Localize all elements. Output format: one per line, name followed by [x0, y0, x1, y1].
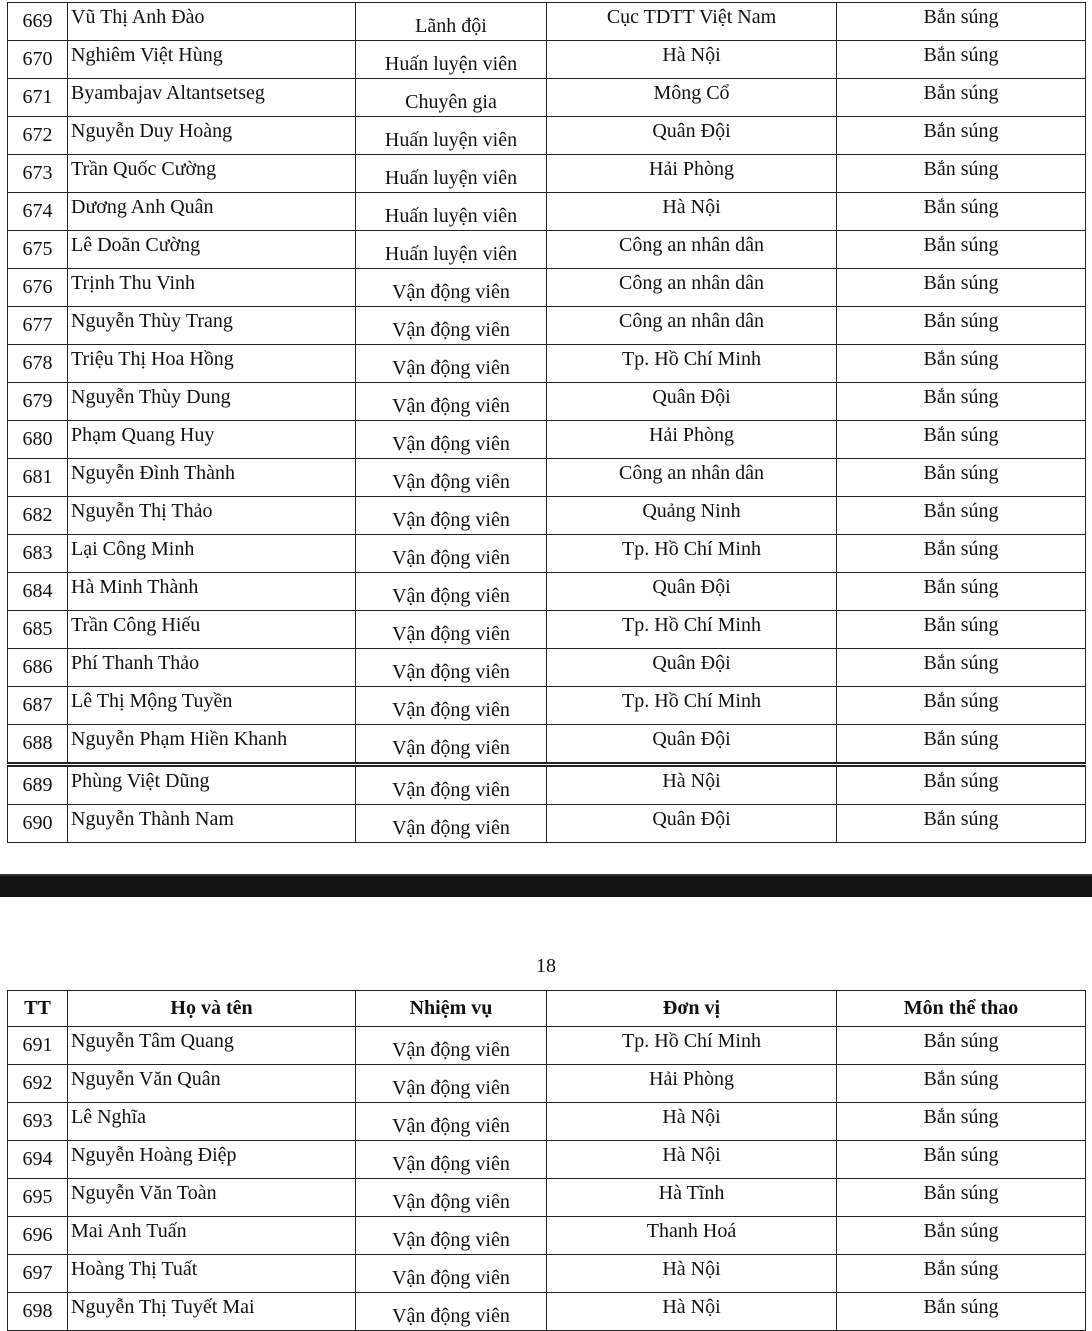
- cell-tt: 676: [8, 269, 68, 307]
- cell-role: Huấn luyện viên: [356, 231, 547, 269]
- cell-role: Vận động viên: [356, 573, 547, 611]
- cell-role: Vận động viên: [356, 805, 547, 843]
- cell-role: Huấn luyện viên: [356, 117, 547, 155]
- cell-role: Vận động viên: [356, 459, 547, 497]
- cell-sport: Bắn súng: [837, 1255, 1086, 1293]
- cell-sport: Bắn súng: [837, 1179, 1086, 1217]
- cell-sport: Bắn súng: [837, 573, 1086, 611]
- table-row: [8, 1027, 1086, 1065]
- cell-role: Vận động viên: [356, 1027, 547, 1065]
- cell-sport: Bắn súng: [837, 535, 1086, 573]
- cell-unit: Tp. Hồ Chí Minh: [547, 345, 837, 383]
- cell-role: Vận động viên: [356, 269, 547, 307]
- cell-tt: 674: [8, 193, 68, 231]
- cell-name: Triệu Thị Hoa Hồng: [68, 345, 356, 383]
- cell-role: Huấn luyện viên: [356, 41, 547, 79]
- header-name: Họ và tên: [68, 991, 356, 1027]
- cell-name: Nguyễn Thị Tuyết Mai: [68, 1293, 356, 1331]
- cell-name: Nguyễn Thùy Trang: [68, 307, 356, 345]
- cell-name: Lê Doãn Cường: [68, 231, 356, 269]
- cell-unit: Hà Nội: [547, 1255, 837, 1293]
- cell-sport: Bắn súng: [837, 231, 1086, 269]
- table-row: [8, 805, 1086, 843]
- cell-unit: Quân Đội: [547, 725, 837, 765]
- cell-role: Chuyên gia: [356, 79, 547, 117]
- table-row: [8, 573, 1086, 611]
- cell-tt: 687: [8, 687, 68, 725]
- cell-unit: Công an nhân dân: [547, 307, 837, 345]
- cell-tt: 688: [8, 725, 68, 765]
- cell-unit: Quảng Ninh: [547, 497, 837, 535]
- cell-role: Vận động viên: [356, 1179, 547, 1217]
- roster-table-top: [7, 2, 1086, 843]
- table-row: [8, 383, 1086, 421]
- header-unit: Đơn vị: [547, 991, 837, 1027]
- cell-tt: 673: [8, 155, 68, 193]
- cell-unit: Hà Nội: [547, 193, 837, 231]
- cell-name: Nguyễn Thị Thảo: [68, 497, 356, 535]
- cell-name: Lê Thị Mộng Tuyền: [68, 687, 356, 725]
- cell-role: Vận động viên: [356, 765, 547, 805]
- cell-unit: Hà Nội: [547, 765, 837, 805]
- cell-name: Nguyễn Thùy Dung: [68, 383, 356, 421]
- cell-name: Phí Thanh Thảo: [68, 649, 356, 687]
- cell-unit: Hà Nội: [547, 1293, 837, 1331]
- cell-sport: Bắn súng: [837, 805, 1086, 843]
- cell-unit: Hà Nội: [547, 1103, 837, 1141]
- cell-sport: Bắn súng: [837, 1293, 1086, 1331]
- cell-role: Vận động viên: [356, 1141, 547, 1179]
- header-role: Nhiệm vụ: [356, 991, 547, 1027]
- cell-unit: Công an nhân dân: [547, 231, 837, 269]
- table-row: [8, 611, 1086, 649]
- cell-name: Lê Nghĩa: [68, 1103, 356, 1141]
- cell-tt: 675: [8, 231, 68, 269]
- cell-unit: Công an nhân dân: [547, 269, 837, 307]
- table-row: [8, 459, 1086, 497]
- cell-name: Nguyễn Văn Quân: [68, 1065, 356, 1103]
- cell-role: Vận động viên: [356, 1103, 547, 1141]
- cell-name: Trịnh Thu Vinh: [68, 269, 356, 307]
- cell-unit: Tp. Hồ Chí Minh: [547, 535, 837, 573]
- cell-name: Hoàng Thị Tuất: [68, 1255, 356, 1293]
- table-row: [8, 1217, 1086, 1255]
- cell-sport: Bắn súng: [837, 117, 1086, 155]
- table-header-row: [8, 991, 1086, 1027]
- cell-tt: 679: [8, 383, 68, 421]
- cell-unit: Tp. Hồ Chí Minh: [547, 611, 837, 649]
- cell-name: Mai Anh Tuấn: [68, 1217, 356, 1255]
- cell-sport: Bắn súng: [837, 41, 1086, 79]
- cell-sport: Bắn súng: [837, 3, 1086, 41]
- table-row: [8, 725, 1086, 765]
- cell-role: Vận động viên: [356, 497, 547, 535]
- cell-role: Huấn luyện viên: [356, 193, 547, 231]
- table-row: [8, 117, 1086, 155]
- cell-tt: 689: [8, 765, 68, 805]
- cell-role: Vận động viên: [356, 1065, 547, 1103]
- cell-name: Nguyễn Đình Thành: [68, 459, 356, 497]
- cell-tt: 698: [8, 1293, 68, 1331]
- cell-sport: Bắn súng: [837, 383, 1086, 421]
- roster-table-bottom: [7, 990, 1086, 1331]
- cell-sport: Bắn súng: [837, 1065, 1086, 1103]
- cell-sport: Bắn súng: [837, 307, 1086, 345]
- cell-role: Vận động viên: [356, 649, 547, 687]
- table-row: [8, 765, 1086, 805]
- cell-tt: 671: [8, 79, 68, 117]
- cell-role: Vận động viên: [356, 1255, 547, 1293]
- cell-tt: 670: [8, 41, 68, 79]
- table-row: [8, 1065, 1086, 1103]
- cell-unit: Quân Đội: [547, 383, 837, 421]
- cell-sport: Bắn súng: [837, 193, 1086, 231]
- cell-role: Vận động viên: [356, 611, 547, 649]
- cell-unit: Hải Phòng: [547, 1065, 837, 1103]
- cell-name: Nghiêm Việt Hùng: [68, 41, 356, 79]
- cell-unit: Tp. Hồ Chí Minh: [547, 1027, 837, 1065]
- cell-tt: 697: [8, 1255, 68, 1293]
- table-row: [8, 687, 1086, 725]
- cell-name: Vũ Thị Anh Đào: [68, 3, 356, 41]
- cell-role: Vận động viên: [356, 687, 547, 725]
- cell-role: Vận động viên: [356, 1217, 547, 1255]
- cell-sport: Bắn súng: [837, 79, 1086, 117]
- cell-sport: Bắn súng: [837, 345, 1086, 383]
- cell-sport: Bắn súng: [837, 459, 1086, 497]
- table-row: [8, 1103, 1086, 1141]
- table-row: [8, 345, 1086, 383]
- cell-role: Vận động viên: [356, 725, 547, 765]
- cell-unit: Hà Nội: [547, 41, 837, 79]
- cell-unit: Thanh Hoá: [547, 1217, 837, 1255]
- cell-sport: Bắn súng: [837, 649, 1086, 687]
- cell-tt: 672: [8, 117, 68, 155]
- cell-name: Nguyễn Thành Nam: [68, 805, 356, 843]
- cell-role: Vận động viên: [356, 383, 547, 421]
- cell-unit: Hà Nội: [547, 1141, 837, 1179]
- cell-unit: Quân Đội: [547, 573, 837, 611]
- cell-name: Phùng Việt Dũng: [68, 765, 356, 805]
- cell-unit: Quân Đội: [547, 805, 837, 843]
- table-row: [8, 3, 1086, 41]
- cell-unit: Quân Đội: [547, 649, 837, 687]
- cell-name: Byambajav Altantsetseg: [68, 79, 356, 117]
- cell-sport: Bắn súng: [837, 1103, 1086, 1141]
- cell-sport: Bắn súng: [837, 1027, 1086, 1065]
- cell-sport: Bắn súng: [837, 1217, 1086, 1255]
- cell-sport: Bắn súng: [837, 421, 1086, 459]
- table-row: [8, 535, 1086, 573]
- table-row: [8, 307, 1086, 345]
- cell-name: Nguyễn Tâm Quang: [68, 1027, 356, 1065]
- cell-tt: 685: [8, 611, 68, 649]
- table-row: [8, 649, 1086, 687]
- table-row: [8, 497, 1086, 535]
- header-sport: Môn thể thao: [837, 991, 1086, 1027]
- cell-name: Hà Minh Thành: [68, 573, 356, 611]
- cell-tt: 682: [8, 497, 68, 535]
- table-row: [8, 193, 1086, 231]
- cell-unit: Cục TDTT Việt Nam: [547, 3, 837, 41]
- cell-sport: Bắn súng: [837, 497, 1086, 535]
- table-row: [8, 231, 1086, 269]
- cell-tt: 693: [8, 1103, 68, 1141]
- cell-role: Vận động viên: [356, 535, 547, 573]
- cell-unit: Hà Tĩnh: [547, 1179, 837, 1217]
- cell-role: Vận động viên: [356, 307, 547, 345]
- cell-tt: 678: [8, 345, 68, 383]
- cell-name: Nguyễn Phạm Hiền Khanh: [68, 725, 356, 765]
- table-row: [8, 269, 1086, 307]
- cell-unit: Mông Cổ: [547, 79, 837, 117]
- cell-sport: Bắn súng: [837, 611, 1086, 649]
- table-row: [8, 1255, 1086, 1293]
- header-tt: TT: [8, 991, 68, 1027]
- table-row: [8, 79, 1086, 117]
- cell-tt: 669: [8, 3, 68, 41]
- cell-role: Vận động viên: [356, 1293, 547, 1331]
- table-row: [8, 1179, 1086, 1217]
- cell-tt: 695: [8, 1179, 68, 1217]
- cell-name: Trần Công Hiếu: [68, 611, 356, 649]
- cell-unit: Hải Phòng: [547, 421, 837, 459]
- table-row: [8, 421, 1086, 459]
- cell-sport: Bắn súng: [837, 269, 1086, 307]
- cell-name: Phạm Quang Huy: [68, 421, 356, 459]
- cell-sport: Bắn súng: [837, 155, 1086, 193]
- cell-name: Nguyễn Hoàng Điệp: [68, 1141, 356, 1179]
- cell-tt: 677: [8, 307, 68, 345]
- cell-tt: 681: [8, 459, 68, 497]
- cell-tt: 686: [8, 649, 68, 687]
- cell-tt: 691: [8, 1027, 68, 1065]
- cell-unit: Công an nhân dân: [547, 459, 837, 497]
- cell-sport: Bắn súng: [837, 765, 1086, 805]
- cell-name: Nguyễn Duy Hoàng: [68, 117, 356, 155]
- table-row: [8, 41, 1086, 79]
- page-separator: [0, 874, 1092, 897]
- cell-tt: 694: [8, 1141, 68, 1179]
- cell-tt: 690: [8, 805, 68, 843]
- cell-name: Trần Quốc Cường: [68, 155, 356, 193]
- cell-tt: 692: [8, 1065, 68, 1103]
- cell-sport: Bắn súng: [837, 725, 1086, 765]
- cell-sport: Bắn súng: [837, 687, 1086, 725]
- cell-unit: Tp. Hồ Chí Minh: [547, 687, 837, 725]
- cell-role: Vận động viên: [356, 421, 547, 459]
- cell-unit: Quân Đội: [547, 117, 837, 155]
- cell-tt: 696: [8, 1217, 68, 1255]
- table-row: [8, 155, 1086, 193]
- cell-name: Lại Công Minh: [68, 535, 356, 573]
- cell-name: Dương Anh Quân: [68, 193, 356, 231]
- cell-tt: 684: [8, 573, 68, 611]
- cell-sport: Bắn súng: [837, 1141, 1086, 1179]
- cell-role: Vận động viên: [356, 345, 547, 383]
- cell-tt: 683: [8, 535, 68, 573]
- cell-tt: 680: [8, 421, 68, 459]
- cell-unit: Hải Phòng: [547, 155, 837, 193]
- page-number: 18: [536, 955, 556, 977]
- table-row: [8, 1141, 1086, 1179]
- cell-role: Huấn luyện viên: [356, 155, 547, 193]
- cell-role: Lãnh đội: [356, 3, 547, 41]
- cell-name: Nguyễn Văn Toàn: [68, 1179, 356, 1217]
- table-row: [8, 1293, 1086, 1331]
